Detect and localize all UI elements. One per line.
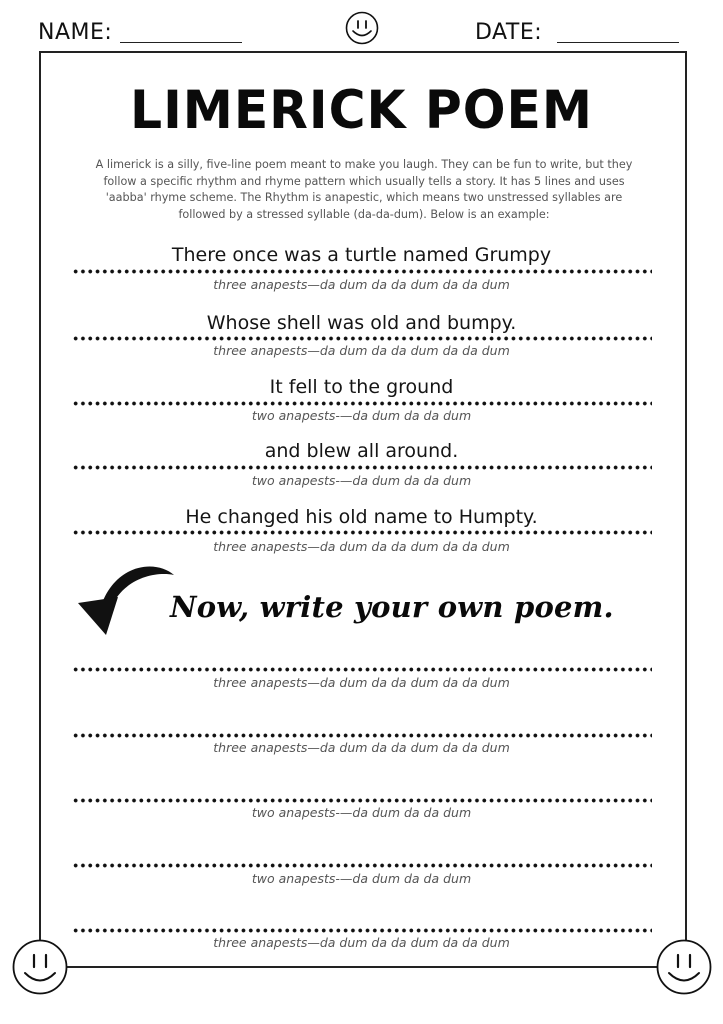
practice-writing-line-2[interactable] (72, 733, 652, 738)
intro-paragraph: A limerick is a silly, five-line poem meant to make you laugh. They can be fun to write, but they follow a specific rhythm and rhyme pattern which usually tells a story. It has 5 lines and uses 'aabba' rhyme scheme. The Rhythm is anapestic, which means two unstressed syllables are followed by a stressed syllable (da-da-dum). Below is an example: (95, 158, 633, 221)
rhythm-hint: three anapests—da dum da da dum da da dum (213, 277, 510, 292)
rhythm-hint: two anapests-—da dum da da dum (251, 805, 472, 820)
rhythm-hint: two anapests-—da dum da da dum (251, 408, 472, 423)
practice-writing-line-5[interactable] (72, 928, 652, 933)
rhythm-hint: two anapests-—da dum da da dum (251, 473, 472, 488)
smiley-face-icon (655, 938, 713, 996)
example-line-4: and blew all around. (264, 440, 459, 462)
dotted-line (72, 530, 652, 535)
rhythm-hint: three anapests—da dum da da dum da da dum (213, 935, 510, 950)
date-label: DATE: (475, 20, 543, 45)
example-line-5: He changed his old name to Humpty. (185, 506, 538, 528)
name-field-line[interactable] (120, 42, 242, 43)
smiley-face-icon (11, 938, 69, 996)
rhythm-hint: three anapests—da dum da da dum da da dum (213, 343, 510, 358)
example-line-2: Whose shell was old and bumpy. (206, 312, 517, 334)
page-title: LIMERICK POEM (130, 80, 593, 141)
example-line-1: There once was a turtle named Grumpy (171, 244, 552, 266)
practice-writing-line-1[interactable] (72, 667, 652, 672)
dotted-line (72, 465, 652, 470)
rhythm-hint: three anapests—da dum da da dum da da dum (213, 675, 510, 690)
practice-writing-line-4[interactable] (72, 863, 652, 868)
dotted-line (72, 336, 652, 341)
practice-writing-line-3[interactable] (72, 798, 652, 803)
dotted-line (72, 269, 652, 274)
write-prompt: Now, write your own poem. (170, 590, 614, 624)
rhythm-hint: three anapests—da dum da da dum da da dum (213, 539, 510, 554)
example-line-3: It fell to the ground (269, 376, 454, 398)
rhythm-hint: three anapests—da dum da da dum da da dum (213, 740, 510, 755)
rhythm-hint: two anapests-—da dum da da dum (251, 871, 472, 886)
name-label: NAME: (38, 20, 113, 45)
smiley-face-icon (345, 11, 379, 45)
date-field-line[interactable] (557, 42, 679, 43)
curved-arrow-icon (74, 563, 179, 643)
dotted-line (72, 401, 652, 406)
